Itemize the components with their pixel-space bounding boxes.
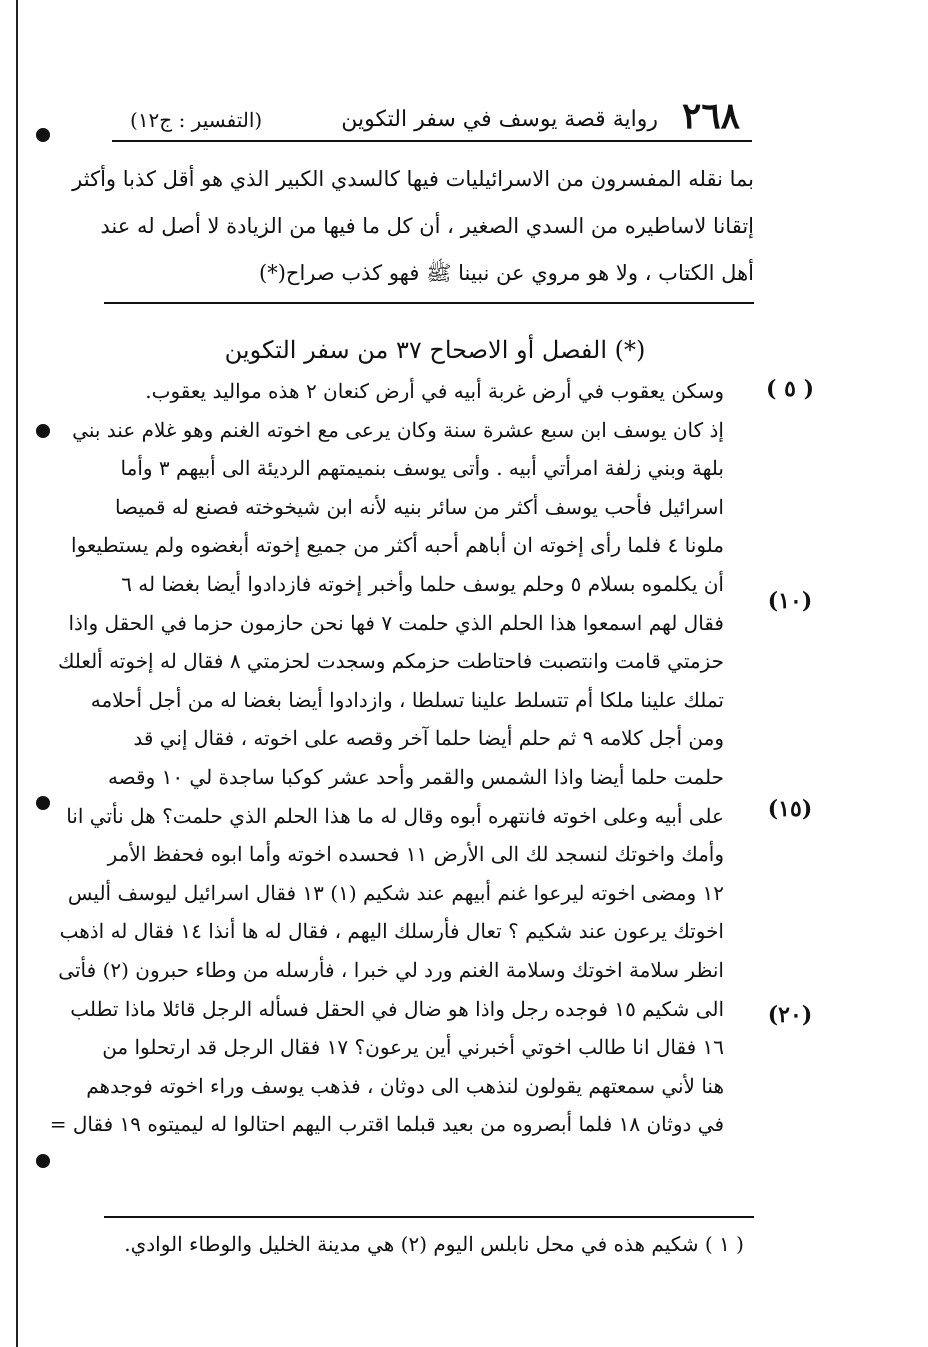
page-header [130, 92, 740, 140]
chapter-heading: (*) الفصل أو الاصحاح ٣٧ من سفر التكوين [224, 336, 646, 364]
text-line: اسرائيل فأحب يوسف أكثر من سائر بنيه لأنه ابن شيخوخته فصنع له قميصا [114, 494, 724, 519]
verse-marker: (١٠) [767, 588, 813, 614]
page-number: ٢٦٨ [681, 95, 740, 137]
text-line: اخوتك يرعون عند شكيم ؟ تعال فأرسلك اليهم ، فقال له ها أنذا ١٤ فقال له اذهب [59, 919, 724, 944]
verse-marker: ( ٥ ) [766, 376, 814, 402]
binding-hole-mark [36, 1154, 50, 1168]
text-line: بلهة وبني زلفة امرأتي أبيه . وأتى يوسف بنميمتهم الرديئة الى أبيهم ٣ وأما [120, 456, 724, 481]
text-line: على أبيه وعلى اخوته فانتهره أبوه وقال له ما هذا الحلم الذي حلمت؟ هل نأتي انا [66, 803, 724, 828]
text-line: أن يكلموه بسلام ٥ وحلم يوسف حلما وأخبر إخوته فازدادوا أيضا بغضا له ٦ [121, 571, 724, 596]
section-rule [104, 302, 754, 304]
text-line: الى شكيم ١٥ فوجده رجل واذا هو ضال في الحقل فسأله الرجل قائلا ماذا تطلب [70, 996, 724, 1021]
text-line: ومن أجل كلامه ٩ ثم حلم أيضا حلما آخر وقصه على اخوته ، فقال إني قد [133, 726, 724, 751]
text-line: تملك علينا ملكا أم تتسلط علينا تسلطا ، وازدادوا أيضا بغضا له من أجل أحلامه [90, 687, 724, 712]
verse-marker: (٢٠) [767, 1002, 813, 1028]
text-line: وأمك واخوتك لنسجد لك الى الأرض ١١ فحسده اخوته وأما ابوه فحفظ الأمر [107, 842, 724, 867]
text-line: وسكن يعقوب في أرض غربة أبيه في أرض كنعان ٢ هذه مواليد يعقوب. [145, 379, 724, 403]
running-title: رواية قصة يوسف في سفر التكوين [341, 107, 658, 132]
text-line: هنا لأني سمعتهم يقولون لنذهب الى دوثان ، فذهب يوسف وراء اخوته فوجدهم [86, 1073, 724, 1098]
text-line: في دوثان ١٨ فلما أبصروه من بعيد قبلما اقترب اليهم احتالوا له ليميتوه ١٩ فقال = [49, 1112, 724, 1137]
text-line: إذ كان يوسف ابن سبع عشرة سنة وكان يرعى مع اخوته الغنم وهو غلام عند بني [72, 417, 724, 442]
verse-marker: (١٥) [767, 796, 813, 822]
text-line: فقال لهم اسمعوا هذا الحلم الذي حلمت ٧ فها نحن حازمون حزما في الحقل واذا [68, 610, 724, 635]
text-line: انظر سلامة اخوتك وسلامة الغنم ورد لي خبرا ، فأرسله من وطاء حبرون (٢) فأتى [58, 957, 724, 982]
running-reference: (التفسير : ج١٢) [130, 108, 263, 132]
text-line: أهل الكتاب ، ولا هو مروي عن نبينا ﷺ فهو كذب صراح(*) [259, 261, 754, 285]
intro-paragraph [72, 156, 754, 297]
binding-hole-mark [36, 128, 50, 142]
binding-hole-mark [36, 796, 50, 810]
text-line: ١٢ ومضى اخوته ليرعوا غنم أبيهم عند شكيم (١) ١٣ فقال اسرائيل ليوسف أليس [67, 880, 724, 905]
footnote-rule [104, 1216, 754, 1218]
scripture-body [49, 372, 814, 1144]
text-line: إتقانا لاساطيره من السدي الصغير ، أن كل ما فيها من الزيادة لا أصل له عند [100, 214, 754, 238]
page-edge-rule [16, 0, 18, 1347]
text-line: ملونا ٤ فلما رأى إخوته ان أباهم أحبه أكثر من جميع إخوته أبغضوه ولم يستطيعوا [71, 533, 724, 558]
text-line: حزمتي قامت وانتصبت فاحتاطت حزمكم وسجدت لحزمتي ٨ فقال له إخوته ألعلك [57, 649, 724, 674]
text-line: حلمت حلما أيضا واذا الشمس والقمر وأحد عشر كوكبا ساجدة لي ١٠ وقصه [107, 764, 724, 789]
text-line: ١٦ فقال انا طالب اخوتي أخبرني أين يرعون؟ ١٧ فقال الرجل قد ارتحلوا من [102, 1035, 724, 1060]
binding-hole-mark [36, 424, 50, 438]
text-line: بما نقله المفسرون من الاسرائيليات فيها كالسدي الكبير الذي هو أقل كذبا وأكثر [72, 167, 754, 191]
footnote: ( ١ ) شكيم هذه في محل نابلس اليوم (٢) هي مدينة الخليل والوطاء الوادي. [124, 1232, 744, 1256]
header-rule [112, 140, 752, 142]
